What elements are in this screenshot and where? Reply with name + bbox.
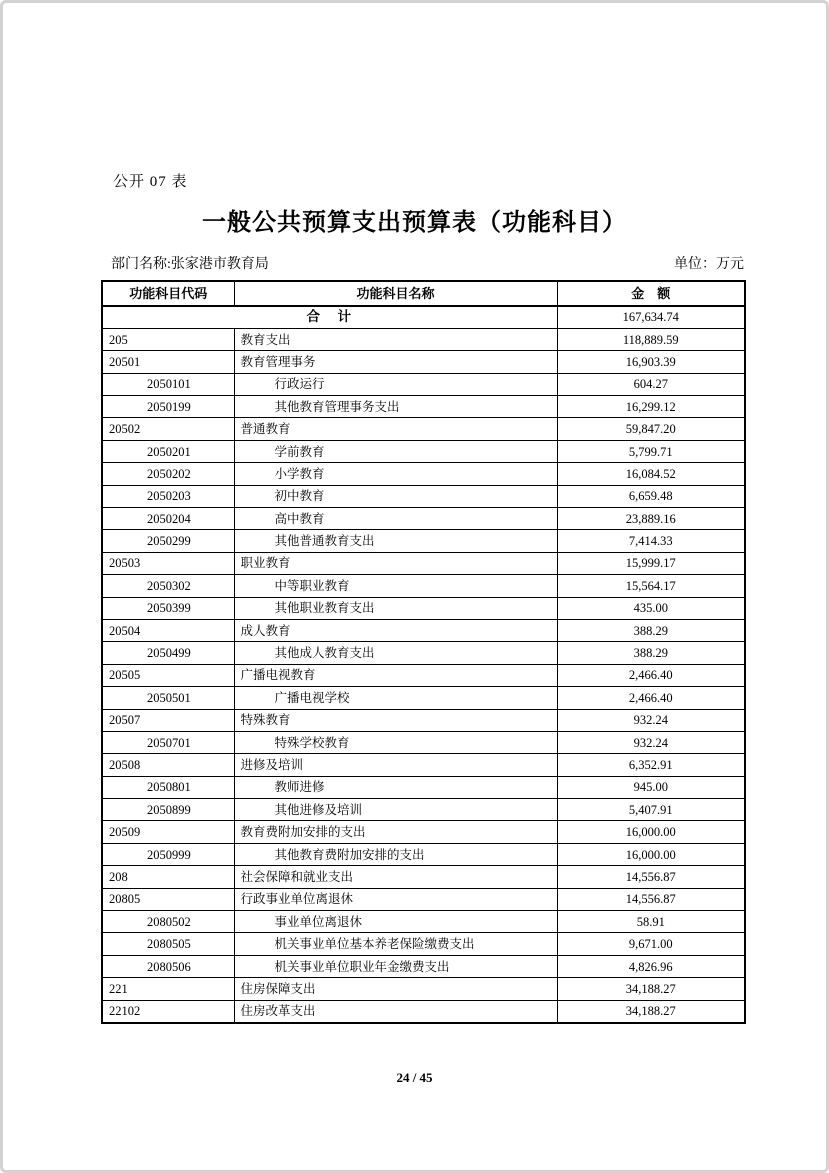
table-row (102, 530, 745, 552)
row-code: 205 (102, 328, 234, 350)
row-code: 2050299 (102, 530, 234, 552)
row-code: 20501 (102, 351, 234, 373)
row-name: 社会保障和就业支出 (234, 866, 557, 888)
row-code: 208 (102, 866, 234, 888)
table-row (102, 373, 745, 395)
table-row (102, 508, 745, 530)
table-meta-row (111, 253, 744, 273)
row-name: 其他进修及培训 (234, 799, 557, 821)
row-amount: 15,564.17 (557, 575, 745, 597)
table-row (102, 955, 745, 977)
row-code: 2050302 (102, 575, 234, 597)
row-code: 2050199 (102, 396, 234, 418)
row-name: 其他成人教育支出 (234, 642, 557, 664)
row-amount: 6,659.48 (557, 485, 745, 507)
row-code: 2080502 (102, 911, 234, 933)
table-row (102, 396, 745, 418)
row-code: 2050501 (102, 687, 234, 709)
row-amount: 9,671.00 (557, 933, 745, 955)
row-code: 20505 (102, 664, 234, 686)
row-code: 2050101 (102, 373, 234, 395)
table-row (102, 687, 745, 709)
row-name: 机关事业单位职业年金缴费支出 (234, 955, 557, 977)
form-number-label: 公开 07 表 (113, 174, 188, 190)
row-name: 教育费附加安排的支出 (234, 821, 557, 843)
table-row (102, 485, 745, 507)
row-name: 机关事业单位基本养老保险缴费支出 (234, 933, 557, 955)
row-amount: 932.24 (557, 731, 745, 753)
table-row (102, 843, 745, 865)
row-name: 教育管理事务 (234, 351, 557, 373)
row-amount: 5,407.91 (557, 799, 745, 821)
row-amount: 15,999.17 (557, 552, 745, 574)
row-name: 小学教育 (234, 463, 557, 485)
row-code: 20502 (102, 418, 234, 440)
total-amount: 167,634.74 (557, 306, 745, 328)
row-name: 进修及培训 (234, 754, 557, 776)
row-name: 初中教育 (234, 485, 557, 507)
table-row (102, 440, 745, 462)
row-code: 2050701 (102, 731, 234, 753)
row-name: 教师进修 (234, 776, 557, 798)
row-amount: 2,466.40 (557, 687, 745, 709)
row-code: 2050399 (102, 597, 234, 619)
row-code: 2050999 (102, 843, 234, 865)
row-code: 2050204 (102, 508, 234, 530)
row-name: 其他教育费附加安排的支出 (234, 843, 557, 865)
row-name: 事业单位离退休 (234, 911, 557, 933)
table-row (102, 866, 745, 888)
table-row (102, 731, 745, 753)
row-amount: 5,799.71 (557, 440, 745, 462)
row-name: 职业教育 (234, 552, 557, 574)
table-row (102, 619, 745, 641)
row-amount: 118,889.59 (557, 328, 745, 350)
row-name: 其他教育管理事务支出 (234, 396, 557, 418)
row-name: 普通教育 (234, 418, 557, 440)
row-code: 20508 (102, 754, 234, 776)
row-code: 2050899 (102, 799, 234, 821)
row-amount: 16,000.00 (557, 843, 745, 865)
table-row (102, 642, 745, 664)
row-amount: 16,903.39 (557, 351, 745, 373)
department-name-label: 部门名称:张家港市教育局 (111, 257, 269, 272)
row-amount: 2,466.40 (557, 664, 745, 686)
table-row (102, 821, 745, 843)
row-code: 20504 (102, 619, 234, 641)
row-code: 20503 (102, 552, 234, 574)
table-row (102, 799, 745, 821)
row-code: 20507 (102, 709, 234, 731)
row-amount: 34,188.27 (557, 978, 745, 1000)
table-row (102, 351, 745, 373)
header-name: 功能科目名称 (234, 281, 557, 306)
row-name: 高中教育 (234, 508, 557, 530)
row-name: 学前教育 (234, 440, 557, 462)
row-name: 特殊学校教育 (234, 731, 557, 753)
row-amount: 435.00 (557, 597, 745, 619)
row-code: 2050201 (102, 440, 234, 462)
row-code: 221 (102, 978, 234, 1000)
row-code: 2050801 (102, 776, 234, 798)
header-row (102, 281, 745, 306)
page-title: 一般公共预算支出预算表（功能科目） (202, 209, 627, 236)
row-amount: 7,414.33 (557, 530, 745, 552)
budget-table-header (102, 281, 745, 306)
row-code: 22102 (102, 1000, 234, 1022)
row-amount: 59,847.20 (557, 418, 745, 440)
row-amount: 16,299.12 (557, 396, 745, 418)
table-row (102, 776, 745, 798)
table-row (102, 575, 745, 597)
page-number: 24 / 45 (396, 1070, 433, 1085)
row-name: 成人教育 (234, 619, 557, 641)
table-row (102, 597, 745, 619)
row-name: 住房改革支出 (234, 1000, 557, 1022)
row-name: 特殊教育 (234, 709, 557, 731)
row-amount: 23,889.16 (557, 508, 745, 530)
budget-table (101, 280, 746, 1024)
table-row (102, 933, 745, 955)
row-amount: 14,556.87 (557, 888, 745, 910)
unit-label: 单位：万元 (674, 257, 744, 272)
row-amount: 6,352.91 (557, 754, 745, 776)
row-code: 2080505 (102, 933, 234, 955)
table-row (102, 709, 745, 731)
total-row (102, 306, 745, 328)
row-name: 其他普通教育支出 (234, 530, 557, 552)
row-amount: 932.24 (557, 709, 745, 731)
row-amount: 388.29 (557, 642, 745, 664)
row-code: 20509 (102, 821, 234, 843)
row-name: 行政事业单位离退休 (234, 888, 557, 910)
table-row (102, 978, 745, 1000)
row-code: 2050202 (102, 463, 234, 485)
row-name: 广播电视教育 (234, 664, 557, 686)
row-name: 住房保障支出 (234, 978, 557, 1000)
row-amount: 16,084.52 (557, 463, 745, 485)
budget-table-body (102, 306, 745, 1023)
row-code: 20805 (102, 888, 234, 910)
table-row (102, 754, 745, 776)
row-amount: 388.29 (557, 619, 745, 641)
row-name: 教育支出 (234, 328, 557, 350)
row-code: 2050499 (102, 642, 234, 664)
row-amount: 4,826.96 (557, 955, 745, 977)
row-code: 2080506 (102, 955, 234, 977)
row-name: 行政运行 (234, 373, 557, 395)
row-name: 其他职业教育支出 (234, 597, 557, 619)
table-row (102, 552, 745, 574)
header-code: 功能科目代码 (102, 281, 234, 306)
table-row (102, 1000, 745, 1022)
row-amount: 58.91 (557, 911, 745, 933)
row-name: 广播电视学校 (234, 687, 557, 709)
row-amount: 34,188.27 (557, 1000, 745, 1022)
table-row (102, 463, 745, 485)
row-code: 2050203 (102, 485, 234, 507)
table-row (102, 328, 745, 350)
table-row (102, 418, 745, 440)
row-amount: 14,556.87 (557, 866, 745, 888)
row-amount: 945.00 (557, 776, 745, 798)
row-amount: 604.27 (557, 373, 745, 395)
row-name: 中等职业教育 (234, 575, 557, 597)
table-row (102, 888, 745, 910)
header-amount: 金 额 (557, 281, 745, 306)
table-row (102, 911, 745, 933)
table-row (102, 664, 745, 686)
total-label: 合 计 (102, 306, 557, 328)
row-amount: 16,000.00 (557, 821, 745, 843)
